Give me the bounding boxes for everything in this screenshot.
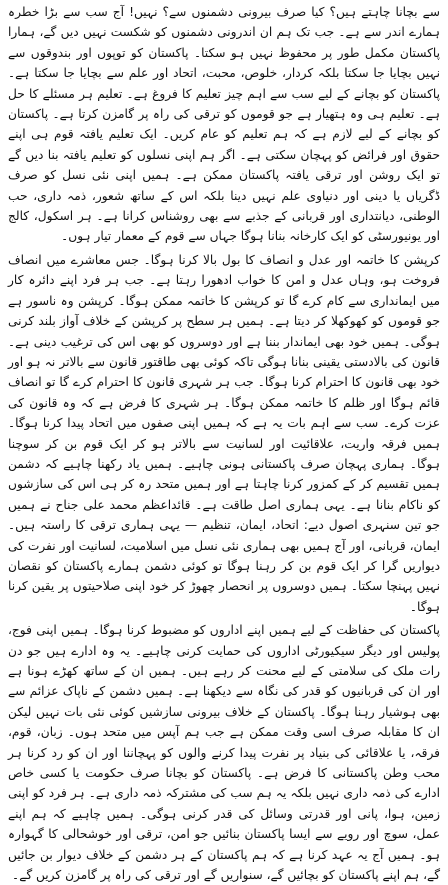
paragraph-education: سے بچانا چاہتے ہیں؟ کیا صرف بیرونی دشمنوں سے؟ نہیں! آج سب سے بڑا خطرہ ہمارے اندر سے ہے۔ جب تک ہم ان اندرونی دشمنوں کو شکست نہیں دیں گے، ہمارا پاکستان مکمل طور پر محفوظ نہیں ہو سکتا۔ پاکستان کو توپوں اور بندوقوں سے نہیں بچایا جا سکتا بلکہ کردار، خلوص، محبت، اتحاد اور علم سے بچایا جا سکتا ہے۔ پاکستان کو بچانے کے لیے سب سے اہم چیز تعلیم کا فروغ ہے۔ تعلیم ہر مسئلے کا حل ہے۔ تعلیم ہی وہ ہتھیار ہے جو قوموں کو ترقی کی راہ پر گامزن کرتا ہے۔ پاکستان کو بچانے کے لیے لازم ہے کہ ہم تعلیم کو عام کریں۔ ایک تعلیم یافتہ قوم ہی اپنے حقوق اور فرائض کو پہچان سکتی ہے۔ اگر ہم اپنی نسلوں کو تعلیم یافتہ بنا دیں گے تو ایک روشن اور ترقی یافتہ پاکستان ممکن ہے۔ ہمیں اپنی نئی نسل کو صرف ڈگریاں یا دینی اور دنیاوی علم نہیں دینا بلکہ اس کے ساتھ شعور، ذمہ داری، حب الوطنی، دیانتداری اور قربانی کے جذبے سے بھی روشناس کرانا ہے۔ ہر اسکول، کالج اور یونیورسٹی کو ایک کارخانہ بنانا ہوگا جہاں سے قوم کے معمار تیار ہوں۔ <box>8 5 440 244</box>
paragraph-justice-unity: کرپشن کا خاتمہ اور عدل و انصاف کا بول بالا کرنا ہوگا۔ جس معاشرے میں انصاف فروخت ہو، وہاں عدل و امن کا خواب ادھورا رہتا ہے۔ جب ہر فرد اپنے دائرہ کار میں ایمانداری سے کام کرے گا تو کرپشن کا خاتمہ ممکن ہوگا۔ کرپشن وہ ناسور ہے جو قوموں کو کھوکھلا کر دیتا ہے۔ ہمیں ہر سطح پر کرپشن کے خلاف آواز بلند کرنی ہوگی۔ ہمیں خود بھی ایماندار بننا ہے اور دوسروں کو بھی اس کی ترغیب دینی ہے۔ قانون کی بالادستی یقینی بنانا ہوگی تاکہ کوئی بھی طاقتور قانون سے بالاتر نہ ہو اور خود بھی قانون کا احترام کرنا ہوگا۔ جب ہر شہری قانون کا احترام کرے گا تو انصاف قائم ہوگا اور ظلم کا خاتمہ ممکن ہوگا۔ ہر شہری کا فرض ہے کہ وہ قانون کی عزت کرے۔ سب سے اہم بات یہ ہے کہ ہمیں اپنی صفوں میں اتحاد پیدا کرنا ہوگا۔ ہمیں فرقہ واریت، علاقائیت اور لسانیت سے بالاتر ہو کر ایک قوم بن کر سوچنا ہوگا۔ ہماری پہچان صرف پاکستانی ہونی چاہیے۔ ہمیں یاد رکھنا چاہیے کہ دشمن ہمیں تقسیم کر کے کمزور کرنا چاہتا ہے اور ہمیں متحد رہ کر ہی اس کی سازشوں کو ناکام بنانا ہے۔ یہی ہماری اصل طاقت ہے۔ قائداعظم محمد علی جناح نے ہمیں جو تین سنہری اصول دیے: اتحاد، ایمان، تنظیم — یہی ہماری ترقی کا راستہ ہیں۔ ایمان، قربانی، اور آج ہمیں بھی ہماری نئی نسل میں اسلامیت، لسانیت اور نفرت کی دیواریں گرا کر ایک قوم بن کر رہنا ہوگا تو کوئی دشمن ہمارے پاکستان کو نقصان نہیں پہنچا سکتا۔ ہمیں دوسروں پر انحصار چھوڑ کر خود اپنی صلاحیتوں پر یقین کرنا ہوگا۔ <box>8 252 440 614</box>
paragraph-institutions: پاکستان کی حفاظت کے لیے ہمیں اپنے اداروں کو مضبوط کرنا ہوگا۔ ہمیں اپنی فوج، پولیس اور دیگر سیکیورٹی اداروں کی حمایت کرنی چاہیے۔ یہ وہ ادارے ہیں جو دن رات ملک کی سلامتی کے لیے محنت کر رہے ہیں۔ ہمیں ان کے ساتھ کھڑے ہونا ہے اور ان کی قربانیوں کو قدر کی نگاہ سے دیکھنا ہے۔ ہمیں دشمن کے ناپاک عزائم سے بھی ہوشیار رہنا ہوگا۔ پاکستان کے خلاف بیرونی سازشیں کوئی نئی بات نہیں لیکن ان کا مقابلہ صرف اسی وقت ممکن ہے جب ہم آپس میں متحد ہوں۔ زبان، قوم، فرقہ، یا علاقائی کی بنیاد پر نفرت پیدا کرنے والوں کو پہچاننا اور ان کو رد کرنا ہر محب وطن پاکستانی کا فرض ہے۔ پاکستان کو بچانا صرف حکومت یا کسی خاص ادارے کی ذمہ داری نہیں بلکہ یہ ہم سب کی مشترکہ ذمہ داری ہے۔ ہر فرد کو اپنی زمین، ہوا، پانی اور قدرتی وسائل کی قدر کرنی ہوگی۔ ہمیں چاہیے کہ ہم اپنے عمل، سوچ اور رویے سے ایسا پاکستان بنائیں جو امن، ترقی اور خوشحالی کا گہوارہ ہو۔ ہمیں آج یہ عہد کرنا ہے کہ ہم پاکستان کے ہر دشمن کے خلاف دیوار بن جائیں گے، ہم اپنے پاکستان کو بچائیں گے، سنواریں گے اور ترقی کی راہ پر گامزن کریں گے۔ <box>8 623 440 883</box>
